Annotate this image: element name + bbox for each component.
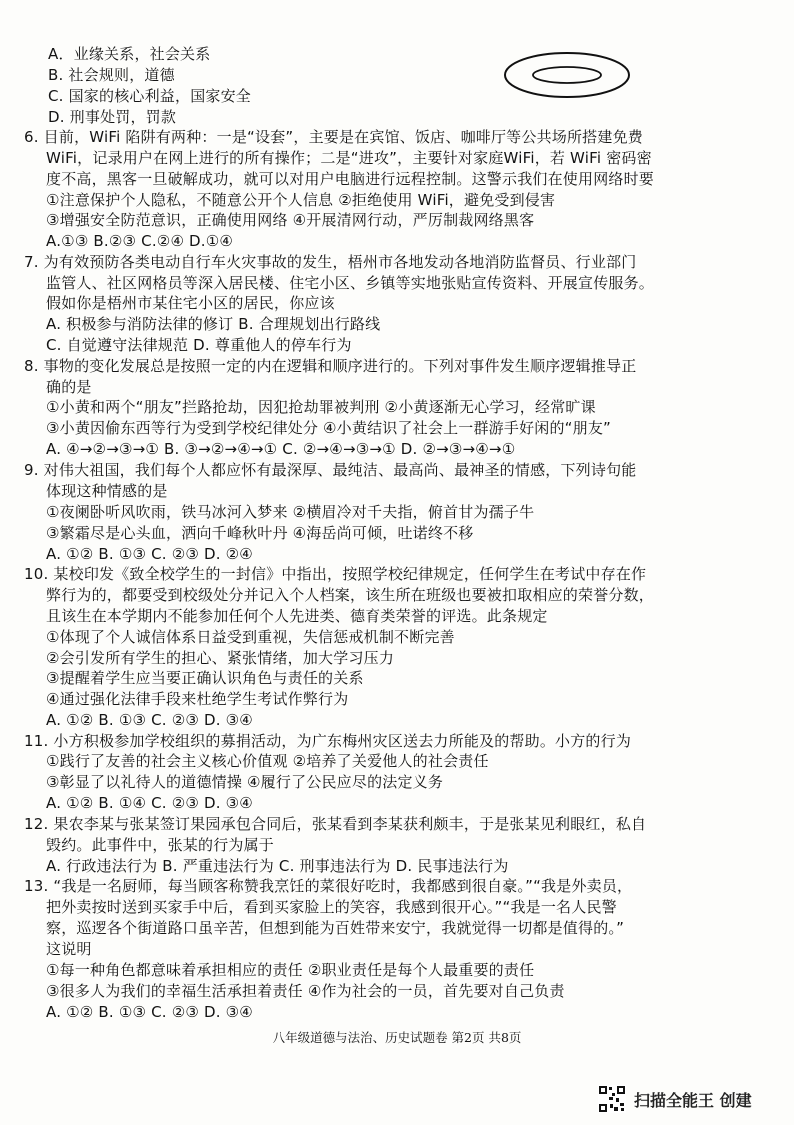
- text-line: 度不高，黑客一旦破解成功，就可以对用户电脑进行远程控制。这警示我们在使用网络时要: [46, 170, 655, 188]
- text-line: 8. 事物的变化发展总是按照一定的内在逻辑和顺序进行的。下列对事件发生顺序逻辑推导正: [24, 357, 637, 375]
- text-line: ②会引发所有学生的担心、紧张情绪，加大学习压力: [46, 649, 395, 667]
- text-line: A. ④→②→③→① B. ③→②→④→① C. ②→④→③→① D. ②→③→④→①: [46, 440, 516, 458]
- text-line: 12. 果农李某与张某签订果园承包合同后，张某看到李某获利颇丰，于是张某见利眼红，私自: [24, 815, 647, 833]
- text-line: 毁约。此事件中，张某的行为属于: [46, 836, 275, 854]
- page-footer: 八年级道德与法治、历史试题卷 第2页 共8页: [272, 1030, 522, 1045]
- text-line: 假如你是梧州市某住宅小区的居民，你应该: [46, 294, 335, 312]
- text-line: 这说明: [46, 940, 92, 958]
- text-line: A. ①② B. ①③ C. ②③ D. ③④: [46, 1003, 253, 1021]
- text-line: ①践行了友善的社会主义核心价值观 ②培养了关爱他人的社会责任: [46, 752, 489, 770]
- watermark-text: 扫描全能王 创建: [634, 1090, 752, 1110]
- text-line: ④通过强化法律手段来杜绝学生考试作弊行为: [46, 690, 349, 708]
- text-line: ①每一种角色都意味着承担相应的责任 ②职业责任是每个人最重要的责任: [46, 961, 535, 979]
- text-line: ①体现了个人诚信体系日益受到重视，失信惩戒机制不断完善: [46, 628, 455, 646]
- text-line: A. 行政违法行为 B. 严重违法行为 C. 刑事违法行为 D. 民事违法行为: [46, 857, 509, 875]
- text-line: ③小黄因偷东西等行为受到学校纪律处分 ④小黄结识了社会上一群游手好闲的“朋友”: [46, 419, 612, 437]
- text-line: ①注意保护个人隐私，不随意公开个人信息 ②拒绝使用 WiFi，避免受到侵害: [46, 191, 556, 209]
- concentric-ellipses-diagram: [503, 50, 631, 100]
- text-line: A. ①② B. ①④ C. ②③ D. ③④: [46, 794, 253, 812]
- text-line: A. ①② B. ①③ C. ②③ D. ③④: [46, 711, 253, 729]
- text-line: 13. “我是一名厨师，每当顾客称赞我烹饪的菜很好吃时，我都感到很自豪。”“我是外卖员，: [24, 877, 633, 895]
- text-line: WiFi，记录用户在网上进行的所有操作；二是“进攻”，主要针对家庭WiFi，若 WiFi 密码密: [46, 149, 652, 167]
- text-line: D. 刑事处罚，罚款: [48, 108, 177, 126]
- text-line: A．业缘关系，社会关系: [48, 45, 211, 63]
- qr-code-icon: [598, 1085, 626, 1113]
- text-line: 且该生在本学期内不能参加任何个人先进类、德育类荣誉的评选。此条规定: [46, 607, 548, 625]
- text-line: 监管人、社区网格员等深入居民楼、住宅小区、乡镇等实地张贴宣传资料、开展宣传服务。: [46, 274, 655, 292]
- text-line: 9. 对伟大祖国，我们每个人都应怀有最深厚、最纯洁、最高尚、最神圣的情感，下列诗句能: [24, 461, 637, 479]
- text-line: ③增强安全防范意识，正确使用网络 ④开展清网行动，严厉制裁网络黑客: [46, 211, 535, 229]
- text-line: 把外卖按时送到买家手中后，看到买家脸上的笑容，我感到很开心。”“我是一名人民警: [46, 898, 617, 916]
- text-line: C. 国家的核心利益，国家安全: [48, 87, 252, 105]
- text-line: 7. 为有效预防各类电动自行车火灾事故的发生，梧州市各地发动各地消防监督员、行业部门: [24, 253, 637, 271]
- scanner-watermark: [598, 1085, 778, 1113]
- text-line: B. 社会规则，道德: [48, 66, 175, 84]
- text-line: ③繁霜尽是心头血，洒向千峰秋叶丹 ④海岳尚可倾，吐诺终不移: [46, 524, 474, 542]
- text-line: ③提醒着学生应当要正确认识角色与责任的关系: [46, 669, 364, 687]
- text-line: ①小黄和两个“朋友”拦路抢劫，因犯抢劫罪被判刑 ②小黄逐渐无心学习，经常旷课: [46, 398, 596, 416]
- text-line: 弊行为的，都要受到校级处分并记入个人档案，该生所在班级也要被扣取相应的荣誉分数，: [46, 586, 655, 604]
- text-line: 10. 某校印发《致全校学生的一封信》中指出，按照学校纪律规定，任何学生在考试中存在作: [24, 565, 647, 583]
- text-line: 6. 目前，WiFi 陷阱有两种：一是“设套”，主要是在宾馆、饭店、咖啡厅等公共场所搭建免费: [24, 128, 643, 146]
- text-line: ③彰显了以礼待人的道德情操 ④履行了公民应尽的法定义务: [46, 773, 444, 791]
- text-line: A. 积极参与消防法律的修订 B. 合理规划出行路线: [46, 315, 381, 333]
- text-line: A. ①② B. ①③ C. ②③ D. ②④: [46, 545, 253, 563]
- text-line: 11. 小方积极参加学校组织的募捐活动，为广东梅州灾区送去力所能及的帮助。小方的行为: [24, 732, 632, 750]
- text-line: ①夜阑卧听风吹雨，铁马冰河入梦来 ②横眉冷对千夫指，俯首甘为孺子牛: [46, 503, 535, 521]
- text-line: A.①③ B.②③ C.②④ D.①④: [46, 232, 234, 250]
- text-line: 体现这种情感的是: [46, 482, 168, 500]
- text-line: 确的是: [46, 378, 92, 396]
- text-line: 察，巡逻各个街道路口虽辛苦，但想到能为百姓带来安宁，我就觉得一切都是值得的。”: [46, 919, 625, 937]
- text-line: ③很多人为我们的幸福生活承担着责任 ④作为社会的一员，首先要对自己负责: [46, 982, 565, 1000]
- text-line: C. 自觉遵守法律规范 D. 尊重他人的停车行为: [46, 336, 352, 354]
